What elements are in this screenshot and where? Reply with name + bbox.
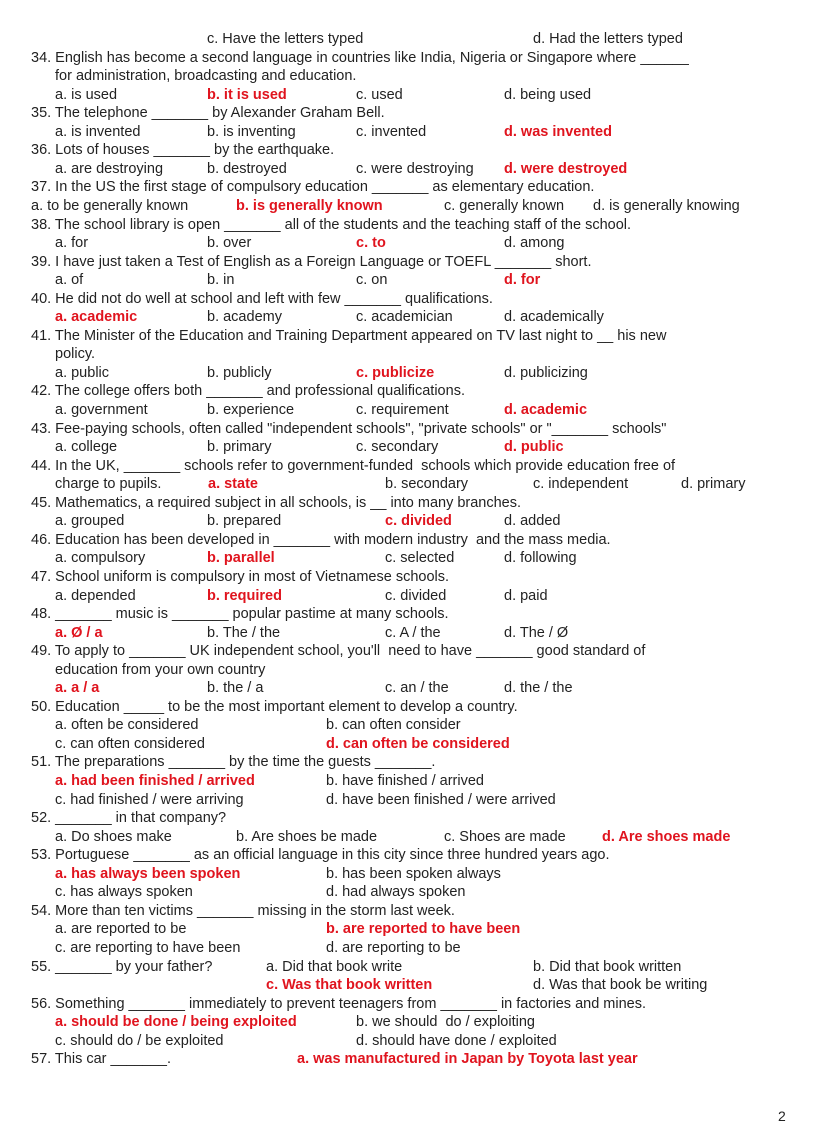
question-text: 53. Portuguese _______ as an official language in this city since three hundred years ago. — [31, 847, 610, 864]
answer-option: c. used — [356, 86, 403, 103]
answer-option: c. invented — [356, 123, 427, 140]
answer-option: for administration, broadcasting and education. — [55, 68, 357, 85]
answer-option: c. can often considered — [55, 735, 205, 752]
question-text: 48. _______ music is _______ popular pastime at many schools. — [31, 606, 449, 623]
answer-option: b. in — [207, 272, 235, 289]
answer-option: c. were destroying — [356, 160, 474, 177]
answer-option: b. we should do / exploiting — [356, 1014, 535, 1031]
correct-answer-option: b. parallel — [207, 550, 275, 567]
answer-option: a. is invented — [55, 123, 141, 140]
question-text: 54. More than ten victims _______ missing in the storm last week. — [31, 902, 455, 919]
answer-option: a. public — [55, 364, 110, 381]
answer-option: c. independent — [533, 476, 629, 493]
answer-option: b. The / the — [207, 624, 281, 641]
question-text: 37. In the US the first stage of compulsory education _______ as elementary education. — [31, 179, 595, 196]
question-text: 39. I have just taken a Test of English as a Foreign Language or TOEFL _______ short. — [31, 253, 592, 270]
correct-answer-option: b. required — [207, 587, 282, 604]
correct-answer-option: a. should be done / being exploited — [55, 1014, 297, 1031]
answer-option: b. Are shoes be made — [236, 828, 378, 845]
answer-option: c. an / the — [385, 680, 449, 697]
correct-answer-option: b. are reported to have been — [326, 921, 521, 938]
correct-answer-option: d. can often be considered — [326, 735, 510, 752]
answer-option: c. academician — [356, 309, 453, 326]
correct-answer-option: b. it is used — [207, 86, 287, 103]
answer-option: a. Do shoes make — [55, 828, 172, 845]
question-text: 50. Education _____ to be the most important element to develop a country. — [31, 698, 518, 715]
answer-option: b. the / a — [207, 680, 264, 697]
answer-option: d. Was that book be writing — [533, 977, 708, 994]
answer-option: c. secondary — [356, 439, 439, 456]
correct-answer-option: a. a / a — [55, 680, 100, 697]
answer-option: a. often be considered — [55, 717, 199, 734]
answer-option: d. have been finished / were arrived — [326, 791, 556, 808]
answer-option: b. Did that book written — [533, 958, 682, 975]
question-text: 49. To apply to _______ UK independent school, you'll need to have _______ good standard of — [31, 643, 646, 660]
answer-option: a. government — [55, 402, 148, 418]
answer-option: charge to pupils. — [55, 476, 162, 493]
answer-option: d. is generally knowing — [593, 197, 740, 214]
answer-option: b. has been spoken always — [326, 865, 501, 882]
question-text: 47. School uniform is compulsory in most of Vietnamese schools. — [31, 568, 450, 585]
answer-option: b. is inventing — [207, 123, 296, 140]
correct-answer-option: d. for — [504, 272, 541, 289]
answer-option: b. primary — [207, 439, 272, 456]
answer-option: d. academically — [504, 309, 604, 326]
answer-option: d. primary — [681, 476, 746, 493]
correct-answer-option: d. were destroyed — [504, 160, 628, 177]
correct-answer-option: b. is generally known — [236, 197, 383, 214]
question-text: 42. The college offers both _______ and professional qualifications. — [31, 383, 465, 400]
correct-answer-option: c. to — [356, 235, 386, 252]
answer-option: c. has always spoken — [55, 884, 193, 901]
answer-option: a. are reported to be — [55, 921, 187, 938]
question-text: 38. The school library is open _______ all of the students and the teaching staff of the school. — [31, 216, 632, 233]
answer-option: d. being used — [504, 86, 592, 103]
answer-option: c. had finished / were arriving — [55, 791, 244, 808]
question-text: 40. He did not do well at school and left with few _______ qualifications. — [31, 290, 493, 307]
answer-option: education from your own country — [55, 661, 266, 678]
question-text: 43. Fee-paying schools, often called "independent schools", "private schools" or "_______ schools" — [31, 420, 667, 437]
answer-option: b. can often consider — [326, 717, 461, 734]
answer-option: c. on — [356, 272, 388, 289]
correct-answer-option: d. Are shoes made — [602, 828, 731, 845]
answer-option: d. among — [504, 235, 565, 252]
correct-answer-option: a. has always been spoken — [55, 865, 241, 882]
question-text: 35. The telephone _______ by Alexander Graham Bell. — [31, 105, 385, 122]
answer-option: d. publicizing — [504, 364, 588, 381]
answer-option: c. Shoes are made — [444, 828, 566, 845]
answer-option: b. experience — [207, 402, 295, 418]
answer-option: d. paid — [504, 587, 548, 604]
question-text: 56. Something _______ immediately to prevent teenagers from _______ in factories and mines. — [31, 995, 647, 1012]
answer-option: b. over — [207, 235, 252, 252]
answer-option: b. secondary — [385, 476, 469, 493]
answer-option: d. had always spoken — [326, 884, 466, 901]
answer-option: b. have finished / arrived — [326, 773, 484, 789]
question-text: 36. Lots of houses _______ by the earthquake. — [31, 142, 335, 159]
answer-option: d. are reporting to be — [326, 939, 461, 956]
answer-option: d. added — [504, 513, 561, 530]
answer-option: a. for — [55, 235, 89, 252]
answer-option: a. of — [55, 272, 84, 289]
answer-option: d. the / the — [504, 680, 573, 697]
answer-option: a. to be generally known — [31, 197, 189, 214]
correct-answer-option: a. Ø / a — [55, 624, 103, 641]
correct-answer-option: a. had been finished / arrived — [55, 773, 255, 789]
answer-option: c. selected — [385, 550, 455, 567]
answer-option: a. are destroying — [55, 160, 164, 177]
answer-option: c. divided — [385, 587, 447, 604]
question-text: 41. The Minister of the Education and Training Department appeared on TV last night to __ his new — [31, 327, 667, 344]
correct-answer-option: c. Was that book written — [266, 977, 433, 994]
answer-option: a. depended — [55, 587, 136, 604]
answer-option: d. Had the letters typed — [533, 31, 683, 47]
correct-answer-option: a. academic — [55, 309, 138, 326]
answer-option: c. requirement — [356, 402, 449, 418]
answer-option: policy. — [55, 346, 96, 363]
correct-answer-option: a. state — [208, 476, 258, 493]
answer-option: b. destroyed — [207, 160, 287, 177]
answer-option: a. college — [55, 439, 118, 456]
question-text: 34. English has become a second language in countries like India, Nigeria or Singapore where ______ — [31, 49, 689, 66]
answer-option: a. grouped — [55, 513, 125, 530]
question-text: 52. _______ in that company? — [31, 810, 227, 827]
answer-option: c. are reporting to have been — [55, 939, 241, 956]
answer-option: c. should do / be exploited — [55, 1032, 224, 1049]
question-text: 44. In the UK, _______ schools refer to government-funded schools which provide education free of — [31, 457, 676, 474]
answer-option: c. generally known — [444, 197, 565, 214]
question-text: 51. The preparations _______ by the time the guests _______. — [31, 754, 436, 771]
answer-option: b. publicly — [207, 364, 272, 381]
correct-answer-option: c. publicize — [356, 364, 435, 381]
answer-option: d. should have done / exploited — [356, 1032, 557, 1049]
correct-answer-option: c. divided — [385, 513, 452, 530]
answer-option: b. academy — [207, 309, 282, 326]
answer-option: c. A / the — [385, 624, 441, 641]
question-text: 57. This car _______. — [31, 1051, 171, 1068]
answer-option: c. Have the letters typed — [207, 31, 364, 47]
answer-option: a. is used — [55, 86, 118, 103]
answer-option: a. compulsory — [55, 550, 146, 567]
question-text: 45. Mathematics, a required subject in all schools, is __ into many branches. — [31, 494, 522, 511]
correct-answer-option: d. was invented — [504, 123, 612, 140]
correct-answer-option: d. academic — [504, 402, 588, 418]
answer-option: a. Did that book write — [266, 958, 403, 975]
answer-option: b. prepared — [207, 513, 282, 530]
answer-option: d. The / Ø — [504, 624, 569, 641]
correct-answer-option: a. was manufactured in Japan by Toyota last year — [297, 1051, 638, 1068]
question-text: 55. _______ by your father? — [31, 958, 213, 975]
page-number: 2 — [778, 1108, 786, 1124]
answer-option: d. following — [504, 550, 577, 567]
question-text: 46. Education has been developed in _______ with modern industry and the mass media. — [31, 531, 611, 548]
correct-answer-option: d. public — [504, 439, 564, 456]
